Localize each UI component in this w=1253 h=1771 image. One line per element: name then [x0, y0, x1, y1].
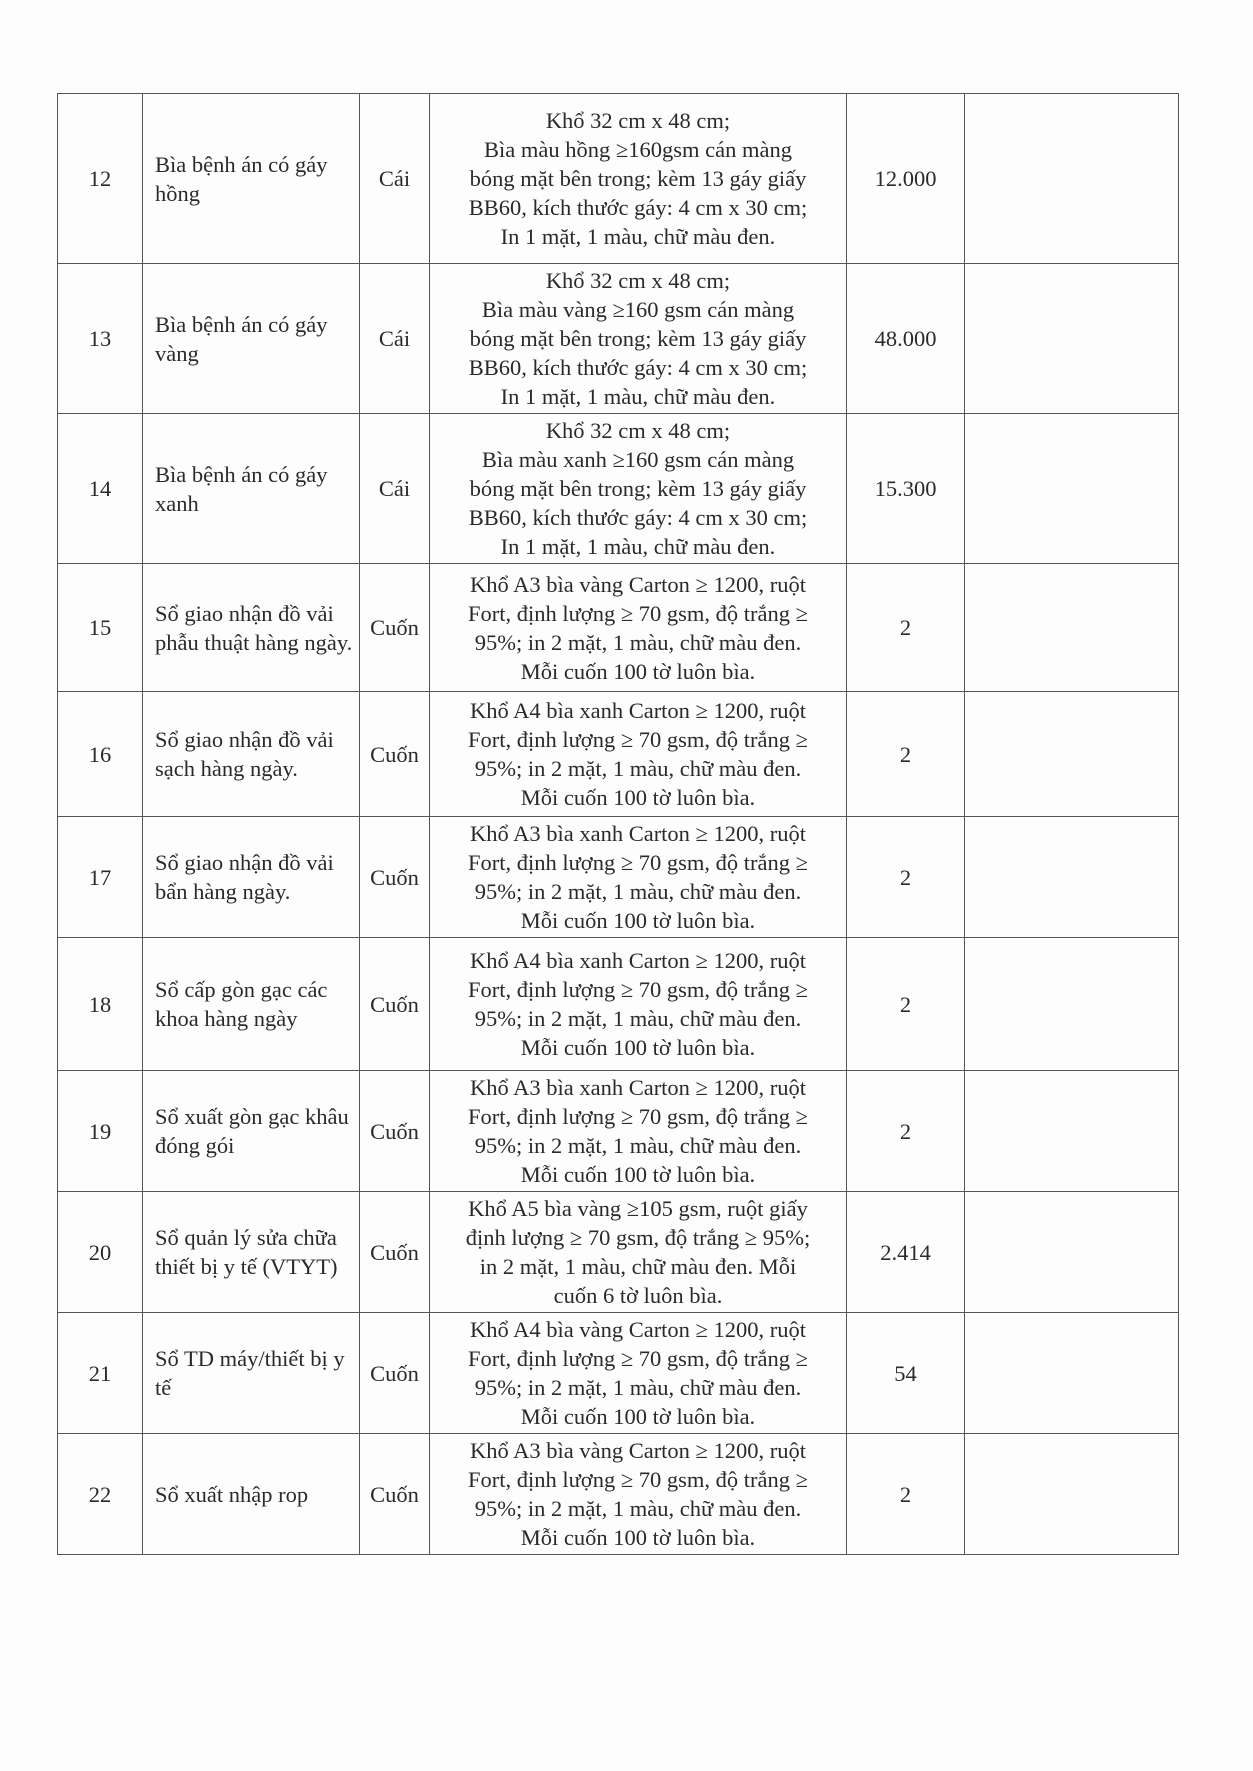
item-quantity: 15.300	[847, 414, 965, 564]
item-quantity: 2	[847, 938, 965, 1071]
item-unit: Cuốn	[360, 1313, 430, 1434]
table-body	[58, 94, 1179, 1555]
row-number: 20	[58, 1192, 143, 1313]
row-number: 18	[58, 938, 143, 1071]
specification-line: In 1 mặt, 1 màu, chữ màu đen.	[500, 384, 776, 409]
item-name: Sổ xuất gòn gạc khâu đóng gói	[143, 1071, 360, 1192]
item-unit: Cuốn	[360, 564, 430, 692]
specification-line: Fort, định lượng ≥ 70 gsm, độ trắng ≥	[467, 1467, 809, 1492]
item-name: Sổ giao nhận đồ vải bẩn hàng ngày.	[143, 817, 360, 938]
item-name: Sổ giao nhận đồ vải phẫu thuật hàng ngày.	[143, 564, 360, 692]
specification-line: 95%; in 2 mặt, 1 màu, chữ màu đen.	[474, 1496, 802, 1521]
item-unit: Cuốn	[360, 938, 430, 1071]
specification-line: BB60, kích thước gáy: 4 cm x 30 cm;	[468, 505, 808, 530]
item-specification	[430, 94, 847, 264]
specification-line: Mỗi cuốn 100 tờ luôn bìa.	[520, 658, 756, 684]
table-row	[58, 414, 1179, 564]
item-unit: Cái	[360, 414, 430, 564]
item-unit: Cuốn	[360, 692, 430, 817]
specification-line: Fort, định lượng ≥ 70 gsm, độ trắng ≥	[467, 850, 809, 875]
row-number: 14	[58, 414, 143, 564]
specification-line: Mỗi cuốn 100 tờ luôn bìa.	[520, 1525, 756, 1550]
row-number: 12	[58, 94, 143, 264]
specification-line: BB60, kích thước gáy: 4 cm x 30 cm;	[468, 355, 808, 380]
specification-line: Khổ A3 bìa xanh Carton ≥ 1200, ruột	[469, 821, 807, 846]
row-number: 15	[58, 564, 143, 692]
item-name: Sổ TD máy/thiết bị y tế	[143, 1313, 360, 1434]
specification-line: Bìa màu vàng ≥160 gsm cán màng	[481, 297, 795, 322]
specification-line: Khổ A4 bìa vàng Carton ≥ 1200, ruột	[469, 1317, 807, 1342]
item-specification	[430, 692, 847, 817]
empty-cell	[965, 1192, 1179, 1313]
table-row	[58, 564, 1179, 692]
specification-line: 95%; in 2 mặt, 1 màu, chữ màu đen.	[474, 629, 802, 655]
table-row	[58, 1071, 1179, 1192]
specification-line: Mỗi cuốn 100 tờ luôn bìa.	[520, 785, 756, 810]
empty-cell	[965, 1071, 1179, 1192]
item-specification	[430, 1192, 847, 1313]
item-name: Sổ xuất nhập rop	[143, 1434, 360, 1555]
item-unit: Cái	[360, 94, 430, 264]
empty-cell	[965, 564, 1179, 692]
empty-cell	[965, 94, 1179, 264]
item-quantity: 12.000	[847, 94, 965, 264]
specification-line: Mỗi cuốn 100 tờ luôn bìa.	[520, 1035, 756, 1060]
specification-line: 95%; in 2 mặt, 1 màu, chữ màu đen.	[474, 756, 802, 781]
item-specification	[430, 938, 847, 1071]
table-row	[58, 264, 1179, 414]
item-unit: Cuốn	[360, 1071, 430, 1192]
specification-line: Khổ 32 cm x 48 cm;	[545, 418, 731, 443]
item-quantity: 54	[847, 1313, 965, 1434]
row-number: 16	[58, 692, 143, 817]
empty-cell	[965, 938, 1179, 1071]
specification-line: Bìa màu hồng ≥160gsm cán màng	[484, 137, 792, 162]
specification-table	[57, 93, 1179, 1555]
empty-cell	[965, 692, 1179, 817]
empty-cell	[965, 264, 1179, 414]
table-row	[58, 692, 1179, 817]
item-specification	[430, 264, 847, 414]
item-quantity: 2	[847, 1434, 965, 1555]
specification-line: Khổ A3 bìa vàng Carton ≥ 1200, ruột	[469, 571, 807, 597]
item-quantity: 2	[847, 1071, 965, 1192]
item-name: Bìa bệnh án có gáy xanh	[143, 414, 360, 564]
item-quantity: 2	[847, 564, 965, 692]
specification-line: Mỗi cuốn 100 tờ luôn bìa.	[520, 1162, 756, 1187]
item-quantity: 2.414	[847, 1192, 965, 1313]
specification-line: Khổ A3 bìa vàng Carton ≥ 1200, ruột	[469, 1438, 807, 1463]
specification-line: bóng mặt bên trong; kèm 13 gáy giấy	[469, 326, 807, 351]
specification-line: Khổ 32 cm x 48 cm;	[545, 268, 731, 293]
specification-line: Khổ A5 bìa vàng ≥105 gsm, ruột giấy	[468, 1196, 808, 1221]
item-quantity: 2	[847, 692, 965, 817]
item-unit: Cuốn	[360, 1434, 430, 1555]
item-specification	[430, 1313, 847, 1434]
specification-line: Fort, định lượng ≥ 70 gsm, độ trắng ≥	[467, 600, 809, 626]
specification-line: 95%; in 2 mặt, 1 màu, chữ màu đen.	[474, 1006, 802, 1031]
item-unit: Cuốn	[360, 1192, 430, 1313]
table-row	[58, 938, 1179, 1071]
item-name: Bìa bệnh án có gáy vàng	[143, 264, 360, 414]
item-specification	[430, 1434, 847, 1555]
specification-line: Fort, định lượng ≥ 70 gsm, độ trắng ≥	[467, 727, 809, 752]
table-row	[58, 1313, 1179, 1434]
specification-line: bóng mặt bên trong; kèm 13 gáy giấy	[469, 476, 807, 501]
item-quantity: 2	[847, 817, 965, 938]
row-number: 13	[58, 264, 143, 414]
table-row	[58, 1434, 1179, 1555]
item-name: Sổ giao nhận đồ vải sạch hàng ngày.	[143, 692, 360, 817]
specification-line: 95%; in 2 mặt, 1 màu, chữ màu đen.	[474, 1133, 802, 1158]
specification-line: Mỗi cuốn 100 tờ luôn bìa.	[520, 1404, 756, 1429]
specification-line: 95%; in 2 mặt, 1 màu, chữ màu đen.	[474, 1375, 802, 1400]
specification-line: In 1 mặt, 1 màu, chữ màu đen.	[500, 534, 776, 559]
table-row	[58, 1192, 1179, 1313]
table-row	[58, 817, 1179, 938]
specification-line: Khổ A4 bìa xanh Carton ≥ 1200, ruột	[469, 698, 807, 723]
specification-line: Bìa màu xanh ≥160 gsm cán màng	[481, 447, 795, 472]
specification-line: bóng mặt bên trong; kèm 13 gáy giấy	[469, 166, 807, 191]
item-name: Bìa bệnh án có gáy hồng	[143, 94, 360, 264]
specification-line: 95%; in 2 mặt, 1 màu, chữ màu đen.	[474, 879, 802, 904]
empty-cell	[965, 1313, 1179, 1434]
specification-line: Mỗi cuốn 100 tờ luôn bìa.	[520, 908, 756, 933]
item-quantity: 48.000	[847, 264, 965, 414]
specification-line: Fort, định lượng ≥ 70 gsm, độ trắng ≥	[467, 1346, 809, 1371]
specification-line: Khổ A3 bìa xanh Carton ≥ 1200, ruột	[469, 1075, 807, 1100]
specification-line: cuốn 6 tờ luôn bìa.	[553, 1283, 723, 1308]
item-name: Sổ cấp gòn gạc các khoa hàng ngày	[143, 938, 360, 1071]
item-unit: Cuốn	[360, 817, 430, 938]
item-specification	[430, 817, 847, 938]
row-number: 19	[58, 1071, 143, 1192]
empty-cell	[965, 817, 1179, 938]
item-specification	[430, 1071, 847, 1192]
specification-line: Fort, định lượng ≥ 70 gsm, độ trắng ≥	[467, 1104, 809, 1129]
empty-cell	[965, 1434, 1179, 1555]
specification-line: Khổ 32 cm x 48 cm;	[545, 108, 731, 133]
specification-line: BB60, kích thước gáy: 4 cm x 30 cm;	[468, 195, 808, 220]
specification-line: định lượng ≥ 70 gsm, độ trắng ≥ 95%;	[465, 1225, 811, 1250]
empty-cell	[965, 414, 1179, 564]
table-row	[58, 94, 1179, 264]
specification-line: Fort, định lượng ≥ 70 gsm, độ trắng ≥	[467, 977, 809, 1002]
specification-line: In 1 mặt, 1 màu, chữ màu đen.	[500, 224, 776, 249]
item-name: Sổ quản lý sửa chữa thiết bị y tế (VTYT)	[143, 1192, 360, 1313]
specification-line: in 2 mặt, 1 màu, chữ màu đen. Mỗi	[479, 1254, 797, 1279]
row-number: 17	[58, 817, 143, 938]
row-number: 22	[58, 1434, 143, 1555]
specification-line: Khổ A4 bìa xanh Carton ≥ 1200, ruột	[469, 948, 807, 973]
row-number: 21	[58, 1313, 143, 1434]
item-unit: Cái	[360, 264, 430, 414]
item-specification	[430, 564, 847, 692]
item-specification	[430, 414, 847, 564]
